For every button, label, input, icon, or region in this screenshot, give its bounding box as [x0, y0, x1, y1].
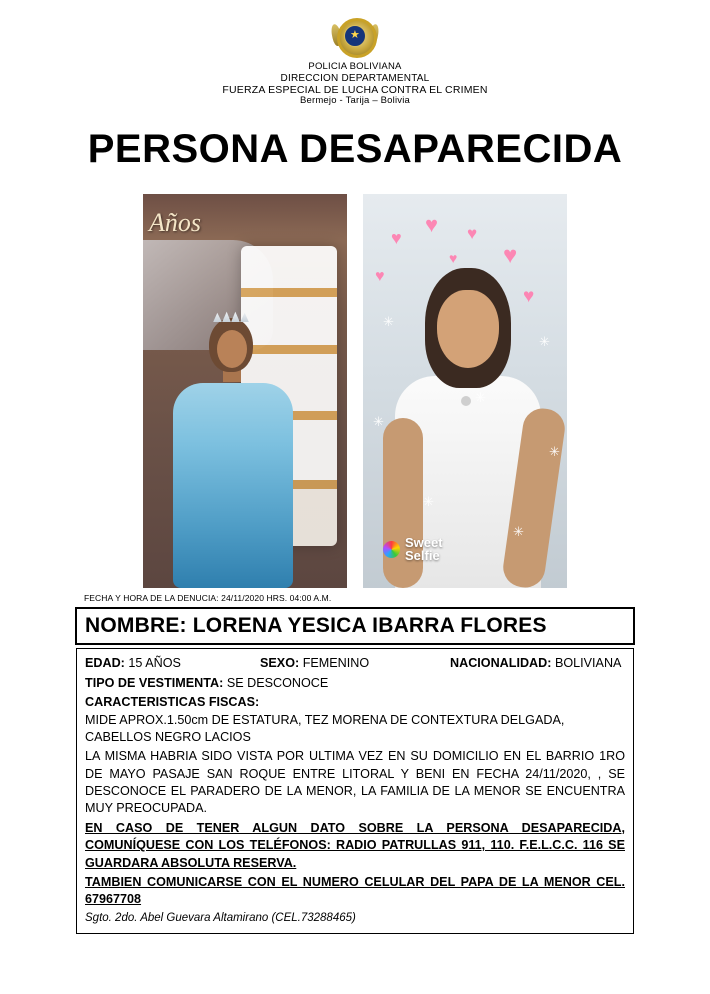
heart-icon: ♥ [425, 212, 439, 238]
heart-icon: ♥ [467, 224, 478, 244]
watermark-line-2: Selfie [405, 548, 440, 564]
heart-icon: ♥ [375, 268, 385, 286]
edad-value: 15 AÑOS [128, 656, 181, 671]
snowflake-icon: ✳ [539, 334, 550, 350]
aviso-text: EN CASO DE TENER ALGUN DATO SOBRE LA PERSONA DESAPARECIDA, COMUNÍQUESE CON LOS TELÉFONOS: RADIO PATRULLAS 911, 110. F.E.L.C.C. 116 SE GUARDARA ABSOLUTA RESERVA. [85, 820, 625, 870]
snowflake-icon: ✳ [373, 414, 384, 430]
celular-aviso-text: TAMBIEN COMUNICARSE CON EL NUMERO CELULAR DEL PAPA DE LA MENOR CEL. 67967708 [85, 874, 625, 907]
row-demographics [85, 655, 625, 672]
denuncia-datetime: FECHA Y HORA DE LA DENUCIA: 24/11/2020 HRS. 04:00 A.M. [84, 593, 332, 604]
police-crest-icon: ★ [332, 16, 378, 60]
heart-icon: ♥ [391, 228, 402, 249]
org-line-4: Bermejo - Tarija – Bolivia [299, 95, 411, 107]
photo-selfie [363, 194, 567, 588]
vestimenta-label: TIPO DE VESTIMENTA: [85, 675, 224, 690]
vestimenta-value: SE DESCONOCE [226, 675, 329, 690]
name-box [75, 607, 635, 645]
photo-banner-text: Años [149, 208, 201, 238]
person-figure-left [167, 288, 297, 588]
caracteristicas-label: CARACTERISTICAS FISCAS: [85, 695, 260, 710]
nacionalidad-value: BOLIVIANA [554, 656, 622, 671]
snowflake-icon: ✳ [513, 524, 524, 540]
org-line-3: FUERZA ESPECIAL DE LUCHA CONTRA EL CRIMEN [222, 84, 488, 97]
row-vestimenta [85, 675, 625, 692]
heart-icon: ♥ [449, 250, 458, 267]
heart-icon: ♥ [523, 286, 535, 308]
org-identification [0, 62, 710, 107]
name-value: LORENA YESICA IBARRA FLORES [192, 614, 547, 638]
edad-label: EDAD: [85, 656, 125, 671]
details-box [76, 648, 634, 933]
caracteristicas-line-1: MIDE APROX.1.50cm DE ESTATURA, TEZ MORENA DE CONTEXTURA DELGADA, [85, 712, 565, 727]
page-title: PERSONA DESAPARECIDA [87, 127, 623, 172]
document-header [0, 0, 710, 107]
caracteristicas-line-2: CABELLOS NEGRO LACIOS [85, 729, 251, 744]
photo-quinceanera [143, 194, 347, 588]
nacionalidad-label: NACIONALIDAD: [450, 656, 552, 671]
sexo-label: SEXO: [260, 656, 300, 671]
name-label: NOMBRE: [85, 614, 187, 638]
heart-icon: ♥ [503, 242, 518, 270]
photo-gallery [0, 194, 710, 588]
watermark-line-1: Sweet [405, 535, 443, 551]
org-line-1: POLICIA BOLIVIANA [308, 61, 402, 72]
relato-text: LA MISMA HABRIA SIDO VISTA POR ULTIMA VEZ EN SU DOMICILIO EN EL BARRIO 1RO DE MAYO PASAJE SAN ROQUE ENTRE LITORAL Y BENI EN FECHA 24/11/2020, , SE DESCONOCE EL PARADERO DE LA MENOR, LA FAMILIA DE LA MENOR SE ENCUENTRA MUY PREOCUPADA. [85, 749, 625, 816]
camera-shutter-icon [383, 541, 400, 558]
snowflake-icon: ✳ [423, 494, 434, 510]
snowflake-icon: ✳ [475, 390, 486, 406]
snowflake-icon: ✳ [549, 444, 560, 460]
org-line-2: DIRECCION DEPARTAMENTAL [280, 72, 430, 84]
sweet-selfie-watermark [383, 536, 443, 562]
officer-signature: Sgto. 2do. Abel Guevara Altamirano (CEL.73288465) [85, 911, 356, 924]
sexo-value: FEMENINO [302, 656, 370, 671]
snowflake-icon: ✳ [383, 314, 394, 330]
